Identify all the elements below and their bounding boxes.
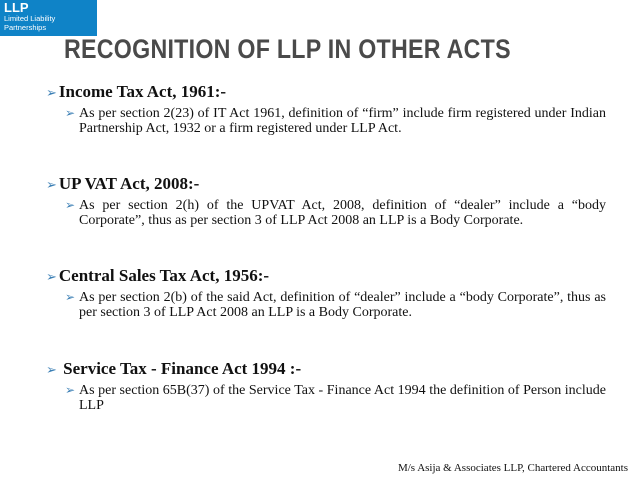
section-heading bbox=[46, 82, 606, 104]
heading-text: UP VAT Act, 2008:- bbox=[58, 174, 200, 193]
section-heading bbox=[46, 359, 606, 381]
arrow-bullet-icon: ➢ bbox=[46, 363, 57, 378]
footer-credit: M/s Asija & Associates LLP, Chartered Accountants bbox=[397, 462, 628, 474]
section-central-sales-tax bbox=[46, 266, 606, 320]
slide-title: RECOGNITION OF LLP IN OTHER ACTS bbox=[64, 34, 511, 64]
section-service-tax bbox=[46, 359, 606, 413]
section-up-vat bbox=[46, 174, 606, 228]
section-body bbox=[65, 106, 606, 136]
logo-subtitle-1: Limited Liability bbox=[4, 14, 56, 23]
heading-text: Service Tax - Finance Act 1994 :- bbox=[58, 359, 302, 378]
logo-title: LLP bbox=[4, 0, 29, 15]
heading-text: Central Sales Tax Act, 1956:- bbox=[58, 266, 270, 285]
arrow-bullet-icon: ➢ bbox=[65, 290, 76, 304]
heading-text: Income Tax Act, 1961:- bbox=[58, 82, 227, 101]
arrow-bullet-icon: ➢ bbox=[46, 178, 57, 193]
body-text: As per section 65B(37) of the Service Tax - Finance Act 1994 the definition of Person include LLP bbox=[79, 383, 606, 413]
body-text: As per section 2(h) of the UPVAT Act, 2008, definition of “dealer” include a “body Corporate”, thus as per section 3 of LLP Act 2008 an LLP is a Body Corporate. bbox=[79, 198, 606, 228]
section-body bbox=[65, 383, 606, 413]
arrow-bullet-icon: ➢ bbox=[65, 383, 76, 397]
section-heading bbox=[46, 174, 606, 196]
logo-subtitle-2: Partnerships bbox=[4, 23, 47, 32]
arrow-bullet-icon: ➢ bbox=[46, 270, 57, 285]
arrow-bullet-icon: ➢ bbox=[65, 106, 76, 120]
body-text: As per section 2(b) of the said Act, definition of “dealer” include a “body Corporate”, thus as per section 3 of LLP Act 2008 an LLP is a Body Corporate. bbox=[79, 290, 606, 320]
section-body bbox=[65, 198, 606, 228]
arrow-bullet-icon: ➢ bbox=[46, 86, 57, 101]
section-body bbox=[65, 290, 606, 320]
section-income-tax bbox=[46, 82, 606, 136]
body-text: As per section 2(23) of IT Act 1961, definition of “firm” include firm registered under Indian Partnership Act, 1932 or a firm registered under LLP Act. bbox=[79, 106, 606, 136]
llp-logo bbox=[0, 0, 97, 36]
arrow-bullet-icon: ➢ bbox=[65, 198, 76, 212]
section-heading bbox=[46, 266, 606, 288]
